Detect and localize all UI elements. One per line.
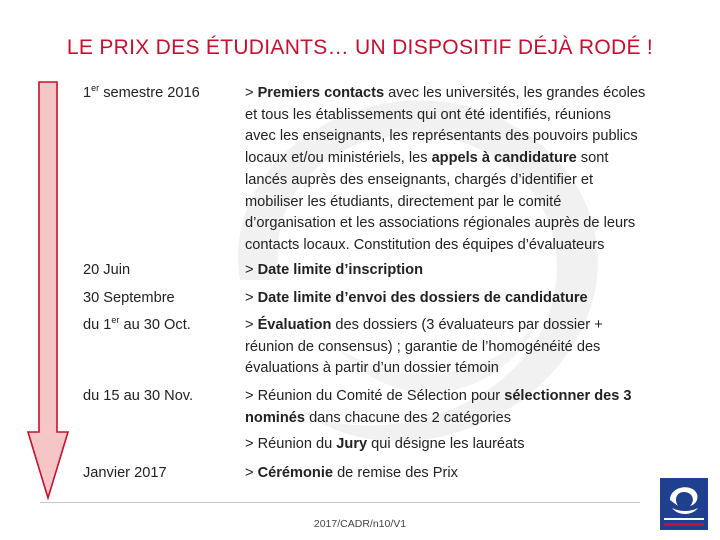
text-segment: évaluations à partir d’un dossier témoin: [245, 360, 499, 377]
text-segment: de remise des Prix: [333, 465, 458, 481]
page-title: LE PRIX DES ÉTUDIANTS… UN DISPOSITIF DÉJÀ RODÉ !: [66, 36, 654, 59]
bold-text-segment: Jury: [336, 436, 368, 452]
date-superscript: er: [91, 83, 100, 94]
text-segment: lancés auprès des enseignants, chargés d’identifier et: [245, 171, 594, 188]
bold-text-segment: Évaluation: [257, 317, 332, 333]
timeline-description: [245, 288, 685, 310]
timeline-date: [83, 83, 243, 105]
date-text: 20 Juin: [83, 262, 131, 278]
text-segment: avec les universités, les grandes écoles: [384, 85, 646, 101]
text-segment: des dossiers (3 évaluateurs par dossier +: [331, 317, 603, 333]
text-segment: et tous les établissements qui ont été identifiés, réunions: [245, 106, 611, 123]
timeline-description: [245, 386, 685, 429]
description-line: [245, 358, 685, 380]
description-line: [245, 260, 685, 282]
date-text: 30 Septembre: [83, 290, 175, 306]
text-segment: d’organisation et les associations régionales auprès de leurs: [245, 215, 636, 232]
date-text: au 30 Oct.: [119, 317, 191, 333]
date-text: 1: [83, 85, 92, 101]
description-line: [245, 463, 685, 485]
bold-text-segment: Cérémonie: [257, 465, 334, 481]
bold-text-segment: Premiers contacts: [257, 85, 385, 101]
description-line: [245, 408, 685, 430]
description-line: [245, 315, 685, 337]
text-segment: qui désigne les lauréats: [367, 436, 525, 452]
description-line: [245, 337, 685, 359]
date-text: du 15 au 30 Nov.: [83, 388, 194, 404]
timeline-description: [245, 83, 685, 257]
bold-text-segment: appels à candidature: [431, 150, 577, 167]
description-line: [245, 126, 685, 148]
bold-text-segment: Date limite d’envoi des dossiers de candidature: [257, 290, 588, 306]
description-line: [245, 434, 685, 456]
text-segment: contacts locaux. Constitution des équipes d’évaluateurs: [245, 236, 605, 253]
text-segment: avec les enseignants, les représentants des pouvoirs publics: [245, 128, 638, 145]
text-segment: sont: [576, 150, 609, 167]
text-segment: dans chacune des 2 catégories: [305, 409, 512, 426]
date-text: du 1: [83, 317, 112, 333]
bold-text-segment: sélectionner des 3: [504, 388, 632, 404]
timeline-description: [245, 463, 685, 485]
text-segment: >: [245, 317, 258, 333]
timeline-date: [83, 386, 243, 408]
timeline-date: [83, 260, 243, 282]
description-line: [245, 170, 685, 192]
text-segment: locaux et/ou ministériels, les: [245, 150, 432, 167]
text-segment: réunion de consensus) ; garantie de l’homogénéité des: [245, 338, 601, 355]
text-segment: >: [245, 262, 258, 278]
description-line: [245, 192, 685, 214]
text-segment: >: [245, 290, 258, 306]
text-segment: > Réunion du Comité de Sélection pour: [245, 388, 505, 404]
description-line: [245, 235, 685, 257]
timeline-description: [245, 315, 685, 380]
timeline-arrow: [26, 80, 70, 502]
description-line: [245, 105, 685, 127]
cadres-logo: [660, 478, 708, 530]
text-segment: >: [245, 465, 258, 481]
date-text: Janvier 2017: [83, 465, 167, 481]
date-text: semestre 2016: [99, 85, 200, 101]
description-line: [245, 288, 685, 310]
text-segment: >: [245, 85, 258, 101]
description-line: [245, 213, 685, 235]
timeline-date: [83, 288, 243, 310]
date-superscript: er: [111, 315, 120, 326]
footer-divider: [40, 502, 640, 503]
timeline-date: [83, 315, 243, 337]
timeline-description: [245, 434, 685, 456]
timeline-description: [245, 260, 685, 282]
footer-code: 2017/CADR/n10/V1: [313, 518, 407, 530]
text-segment: > Réunion du: [245, 436, 337, 452]
timeline-date: [83, 463, 243, 485]
bold-text-segment: nominés: [245, 409, 306, 426]
text-segment: mobiliser les étudiants, directement par le comité: [245, 193, 562, 210]
description-line: [245, 148, 685, 170]
description-line: [245, 386, 685, 408]
bold-text-segment: Date limite d’inscription: [257, 262, 423, 278]
description-line: [245, 83, 685, 105]
